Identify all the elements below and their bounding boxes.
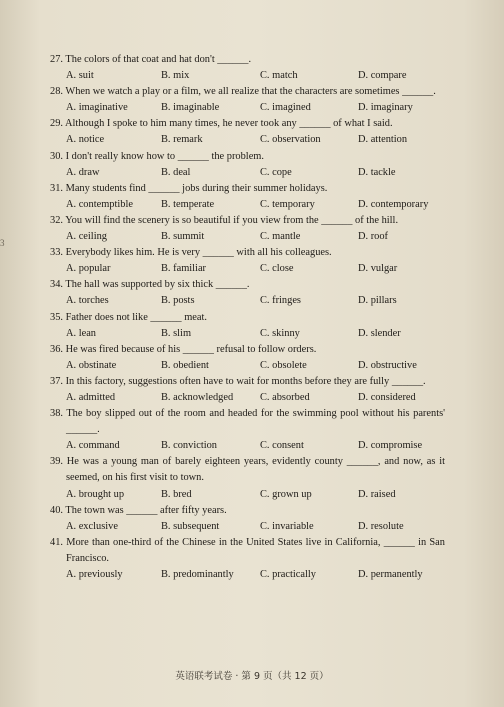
question-stem: 34. The hall was supported by six thick ______. xyxy=(50,279,250,291)
question-stem: 39. He was a young man of barely eighteen years, evidently county ______, and now, as it seemed, on his first visit to town. xyxy=(50,456,445,484)
option-b: B. obedient xyxy=(161,359,209,371)
question-item xyxy=(50,52,445,84)
option-d: D. vulgar xyxy=(358,263,398,275)
question-stem: 37. In this factory, suggestions often have to wait for months before they are fully ______. xyxy=(50,375,426,387)
question-item xyxy=(50,310,445,342)
option-c: C. close xyxy=(260,263,294,275)
page-footer: 英语联考试卷 · 第 9 页（共 12 页） xyxy=(175,671,329,682)
question-stem: 40. The town was ______ after fifty years. xyxy=(50,504,227,516)
answer-options xyxy=(50,519,445,535)
option-a: A. command xyxy=(66,440,120,452)
option-c: C. obsolete xyxy=(260,359,307,371)
option-c: C. invariable xyxy=(260,520,314,532)
option-b: B. predominantly xyxy=(161,569,234,580)
option-b: B. imaginable xyxy=(161,102,220,114)
option-d: D. imaginary xyxy=(358,102,413,114)
side-mark: 3 xyxy=(0,238,5,248)
answer-options xyxy=(50,438,445,454)
option-d: D. considered xyxy=(358,391,416,403)
option-d: D. pillars xyxy=(358,295,397,307)
question-item xyxy=(50,535,445,583)
answer-options xyxy=(50,326,445,342)
option-a: A. lean xyxy=(66,327,97,339)
question-item xyxy=(50,406,445,454)
option-d: D. permanently xyxy=(358,569,423,580)
question-item xyxy=(50,181,445,213)
question-item xyxy=(50,374,445,406)
answer-options xyxy=(50,390,445,406)
question-stem: 38. The boy slipped out of the room and headed for the swimming pool without his parents' ______. xyxy=(50,408,445,436)
option-d: D. compromise xyxy=(358,440,423,452)
option-a: A. ceiling xyxy=(66,231,107,243)
option-b: B. summit xyxy=(161,231,205,243)
question-item xyxy=(50,342,445,374)
option-a: A. previously xyxy=(66,569,123,580)
option-d: D. compare xyxy=(358,70,407,82)
option-d: D. slender xyxy=(358,327,401,339)
question-stem: 27. The colors of that coat and hat don't ______. xyxy=(50,54,252,65)
question-item xyxy=(50,149,445,181)
option-c: C. cope xyxy=(260,166,292,178)
option-c: C. absorbed xyxy=(260,391,310,403)
option-d: D. resolute xyxy=(358,520,404,532)
option-a: A. admitted xyxy=(66,391,116,403)
question-stem: 35. Father does not like ______ meat. xyxy=(50,311,207,323)
option-c: C. temporary xyxy=(260,198,315,210)
answer-options xyxy=(50,487,445,503)
option-a: A. torches xyxy=(66,295,109,307)
option-a: A. draw xyxy=(66,166,100,178)
option-a: A. popular xyxy=(66,263,111,275)
question-item xyxy=(50,454,445,502)
option-c: C. skinny xyxy=(260,327,300,339)
option-b: B. conviction xyxy=(161,440,217,452)
option-d: D. obstructive xyxy=(358,359,417,371)
option-b: B. mix xyxy=(161,70,190,82)
option-a: A. obstinate xyxy=(66,359,117,371)
option-d: D. attention xyxy=(358,134,408,146)
answer-options xyxy=(50,567,445,583)
answer-options xyxy=(50,132,445,148)
question-stem: 33. Everybody likes him. He is very ______ with all his colleagues. xyxy=(50,247,332,259)
option-c: C. fringes xyxy=(260,295,301,307)
option-d: D. contemporary xyxy=(358,198,429,210)
option-b: B. temperate xyxy=(161,198,215,210)
question-item xyxy=(50,245,445,277)
option-c: C. observation xyxy=(260,134,321,146)
option-b: B. familiar xyxy=(161,263,207,275)
option-a: A. notice xyxy=(66,134,105,146)
option-c: C. practically xyxy=(260,569,316,580)
option-d: D. tackle xyxy=(358,166,396,178)
question-stem: 28. When we watch a play or a film, we all realize that the characters are sometimes ______. xyxy=(50,86,436,98)
question-stem: 36. He was fired because of his ______ refusal to follow orders. xyxy=(50,343,317,355)
option-c: C. imagined xyxy=(260,102,311,114)
option-d: D. roof xyxy=(358,231,389,243)
question-item xyxy=(50,277,445,309)
option-a: A. brought up xyxy=(66,488,125,500)
question-stem: 29. Although I spoke to him many times, he never took any ______ of what I said. xyxy=(50,118,393,130)
answer-options xyxy=(50,68,445,84)
answer-options xyxy=(50,165,445,181)
question-item xyxy=(50,213,445,245)
option-a: A. imaginative xyxy=(66,102,128,114)
question-stem: 31. Many students find ______ jobs during their summer holidays. xyxy=(50,182,328,194)
option-c: C. mantle xyxy=(260,231,301,243)
option-b: B. subsequent xyxy=(161,520,220,532)
question-item xyxy=(50,503,445,535)
option-a: A. contemptible xyxy=(66,198,133,210)
answer-options xyxy=(50,197,445,213)
option-b: B. acknowledged xyxy=(161,391,234,403)
option-a: A. exclusive xyxy=(66,520,118,532)
option-b: B. bred xyxy=(161,488,192,500)
question-stem: 32. You will find the scenery is so beautiful if you view from the ______ of the hill. xyxy=(50,214,399,226)
answer-options xyxy=(50,293,445,309)
answer-options xyxy=(50,229,445,245)
question-item xyxy=(50,84,445,116)
option-c: C. grown up xyxy=(260,488,312,500)
option-b: B. remark xyxy=(161,134,203,146)
option-a: A. suit xyxy=(66,70,94,82)
question-item xyxy=(50,116,445,148)
option-c: C. match xyxy=(260,70,298,82)
question-stem: 30. I don't really know how to ______ the problem. xyxy=(50,150,264,162)
question-list xyxy=(50,52,445,583)
option-d: D. raised xyxy=(358,488,396,500)
answer-options xyxy=(50,358,445,374)
question-stem: 41. More than one-third of the Chinese in the United States live in California, ______ in San Francisco. xyxy=(50,536,445,564)
answer-options xyxy=(50,261,445,277)
option-b: B. deal xyxy=(161,166,191,178)
answer-options xyxy=(50,100,445,116)
option-b: B. posts xyxy=(161,295,195,307)
option-b: B. slim xyxy=(161,327,192,339)
option-c: C. consent xyxy=(260,440,304,452)
